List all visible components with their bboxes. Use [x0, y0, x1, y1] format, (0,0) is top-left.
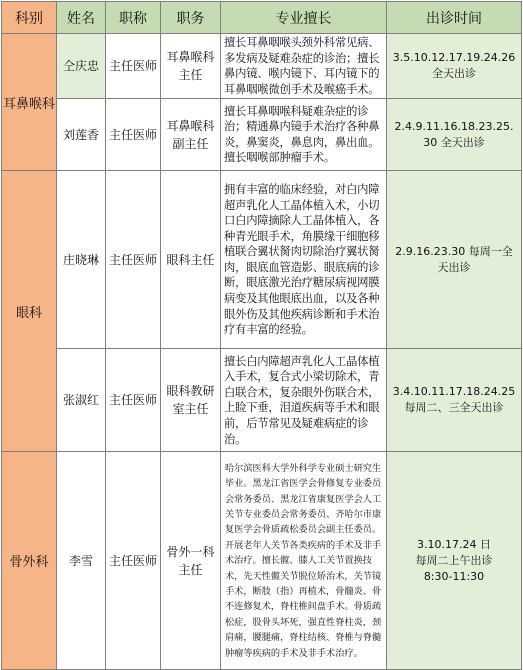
doctor-name: 刘莲香	[57, 99, 106, 171]
header-name: 姓名	[57, 2, 106, 34]
doctor-specialty: 拥有丰富的临床经验，对白内障超声乳化人工晶体植入术，小切口白内障摘除人工晶体植入，各种青光眼手术，角膜缘干细胞移植联合翼状胬肉切除治疗翼状胬肉，眼底血管造影、眼底病的诊断，眼底激光治疗糖尿病视网膜病变及其他眼底出血，以及各种眼外伤及其他疾病诊断和手术治疗有丰富的经验。	[221, 171, 387, 349]
schedule-line: 30 全天出诊	[423, 135, 485, 149]
doctor-schedule	[387, 99, 522, 171]
header-row	[2, 2, 522, 34]
schedule-line: 2.9.16.23.30 每周一全	[395, 244, 513, 258]
table-row	[2, 99, 522, 171]
doctor-schedule	[387, 171, 522, 349]
role-line: 骨外一科	[166, 544, 215, 559]
doctor-title: 主任医师	[106, 99, 161, 171]
doctor-specialty: 哈尔滨医科大学外科学专业硕士研究生毕业。黑龙江省医学会骨修复专业委员会常务委员、黑龙江省康复医学会人工关节专业委员会常务委员、齐哈尔市康复医学会骨质疏松委员会副主任委员。开展老年人关节各类疾病的手术及非手术治疗。擅长髋、膝人工关节置换技术，先天性髋关节脱位矫治术，关节镜手术，断肢（指）再植术，骨髓炎、骨不连修复术，脊柱椎间盘手术。骨质疏松症，股骨头坏死，强直性脊柱炎，颈肩痛，腰腿痛，脊柱结核、脊椎与脊髓肿瘤等疾病的手术及非手术治疗。	[221, 452, 387, 670]
schedule-line: 全天出诊	[432, 67, 476, 81]
schedule-line: 2.4.9.11.16.18.23.25.	[394, 119, 514, 133]
doctor-schedule	[387, 349, 522, 452]
table-row	[2, 34, 522, 99]
role-line: 主任	[178, 562, 203, 577]
table-row	[2, 171, 522, 349]
doctor-role	[161, 34, 221, 99]
doctor-name: 张淑红	[57, 349, 106, 452]
schedule-line: 3.10.17.24 日	[417, 537, 491, 551]
doctor-specialty: 擅长白内障超声乳化人工晶体植入手术，复合式小梁切除术，青白联合术，复杂眼外伤联合术，上睑下垂，泪道疾病等手术和眼前，后节常见及疑难病症的诊治。	[221, 349, 387, 452]
role-line: 眼科主任	[166, 252, 215, 267]
header-specialty: 专业擅长	[221, 2, 387, 34]
doctor-name: 仝庆忠	[57, 34, 106, 99]
table-row	[2, 349, 522, 452]
header-schedule: 出诊时间	[387, 2, 522, 34]
schedule-line: 每周二上午出诊	[415, 553, 493, 567]
role-line: 主任	[178, 68, 203, 83]
department-ophthalmology: 眼科	[2, 171, 57, 452]
doctor-title: 主任医师	[106, 171, 161, 349]
doctor-name: 李雪	[57, 452, 106, 670]
header-department: 科别	[2, 2, 57, 34]
doctor-title: 主任医师	[106, 34, 161, 99]
doctor-role	[161, 452, 221, 670]
role-line: 副主任	[172, 136, 209, 151]
role-line: 室主任	[172, 402, 209, 417]
schedule-line: 天出诊	[437, 260, 471, 274]
doctor-specialty: 擅长耳鼻咽喉科疑难杂症的诊治；精通鼻内镜手术治疗各种鼻炎，鼻窦炎，鼻息肉，鼻出血。擅长咽喉部肿瘤手术。	[221, 99, 387, 171]
schedule-line: 3.4.10.11.17.18.24.25	[392, 385, 516, 399]
doctor-schedule	[387, 34, 522, 99]
header-title: 职称	[106, 2, 161, 34]
doctor-name: 庄晓琳	[57, 171, 106, 349]
role-line: 眼科教研	[166, 384, 215, 399]
table-row	[2, 452, 522, 670]
role-line: 耳鼻喉科	[166, 118, 215, 133]
doctor-specialty: 擅长耳鼻咽喉头颈外科常见病、多发病及疑难杂症的诊治；擅长鼻内镜、喉内镜下、耳内镜下的耳鼻咽喉微创手术及喉癌手术。	[221, 34, 387, 99]
schedule-line: 8:30-11:30	[423, 569, 485, 583]
schedule-line: 3.5.10.12.17.19.24.26	[392, 51, 516, 65]
doctor-role	[161, 171, 221, 349]
doctor-title: 主任医师	[106, 452, 161, 670]
schedule-line: 每周二、三全天出诊	[404, 401, 504, 415]
doctor-role	[161, 99, 221, 171]
role-line: 耳鼻喉科	[166, 50, 215, 65]
department-orthopedics: 骨外科	[2, 452, 57, 670]
doctor-role	[161, 349, 221, 452]
department-ent: 耳鼻喉科	[2, 34, 57, 171]
doctor-schedule	[387, 452, 522, 670]
header-role: 职务	[161, 2, 221, 34]
schedule-table	[1, 1, 522, 670]
doctor-title: 主任医师	[106, 349, 161, 452]
